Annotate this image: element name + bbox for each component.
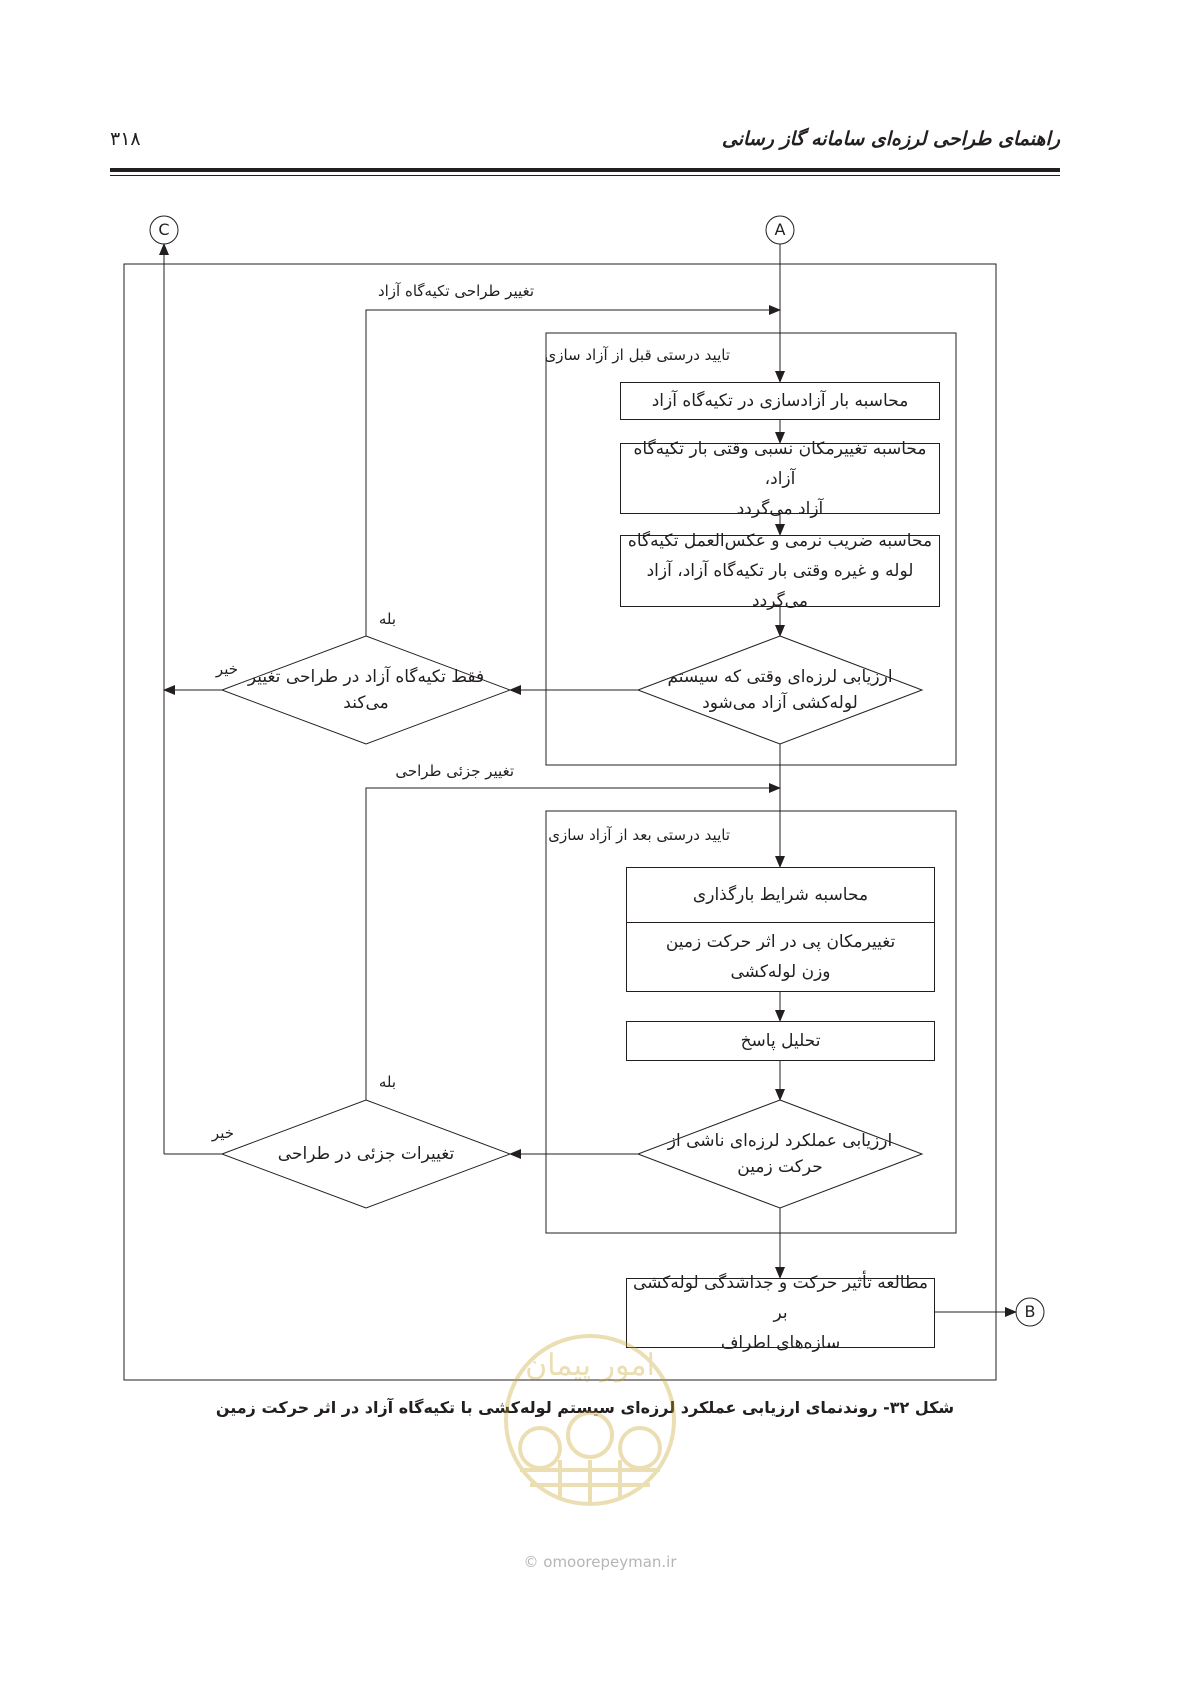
page-number: ۳۱۸ (110, 128, 141, 150)
label-yes-1: بله (378, 610, 396, 628)
label-no-1: خیر (215, 660, 238, 678)
label-no-2: خیر (211, 1124, 234, 1142)
box-calc-stiffness: محاسبه ضریب نرمی و عکس‌العمل تکیه‌گاه لوله و غیره وقتی بار تکیه‌گاه آزاد، آزاد می‌گردد (620, 535, 940, 607)
outer-frame (124, 264, 996, 1380)
figure-caption: شکل ۳۲- روندنمای ارزیابی عملکرد لرزه‌ای سیستم لوله‌کشی با تکیه‌گاه آزاد در اثر حرکت زمین (215, 1398, 955, 1417)
group-after-title: تایید درستی بعد از آزاد سازی (548, 826, 730, 844)
box-calc-relative-displacement: محاسبه تغییرمکان نسبی وقتی بار تکیه‌گاه آزاد، آزاد می‌گردد (620, 443, 940, 514)
connector-a: A (774, 220, 786, 239)
watermark-url (500, 1553, 700, 1571)
watermark-url-text: omoorepeyman.ir (543, 1553, 677, 1571)
box-response-analysis: تحلیل پاسخ (626, 1021, 935, 1061)
decision-seismic-perf-ground: ارزیابی عملکرد لرزه‌ای ناشی از حرکت زمین (667, 1131, 893, 1177)
box-study-effects: مطالعه تأثیر حرکت و جداشدگی لوله‌کشی بر سازه‌های اطراف (626, 1278, 935, 1348)
group-before-title: تایید درستی قبل از آزاد سازی (544, 346, 730, 364)
decision-minor-design-changes: تغییرات جزئی در طراحی (277, 1144, 455, 1164)
connector-b: B (1024, 1302, 1036, 1321)
box-loading-conditions: محاسبه شرایط بارگذاری (626, 867, 935, 922)
watermark-brand: امور پیمان (525, 1348, 655, 1383)
decision-seismic-eval-release: ارزیابی لرزه‌ای وقتی که سیستم لوله‌کشی آزاد می‌شود (667, 667, 893, 713)
box-foundation-displacement: تغییرمکان پی در اثر حرکت زمین وزن لوله‌کشی (626, 922, 935, 992)
watermark-logo (490, 1330, 690, 1510)
copyright-icon: © (523, 1553, 539, 1571)
running-title: راهنمای طراحی لرزه‌ای سامانه گاز رسانی (721, 128, 1060, 150)
box-calc-release-load: محاسبه بار آزادسازی در تکیه‌گاه آزاد (620, 382, 940, 420)
label-minor-design-change: تغییر جزئی طراحی (395, 762, 514, 780)
decision-only-support-changes: فقط تکیه‌گاه آزاد در طراحی تغییر می‌کند (247, 667, 485, 713)
connector-c: C (158, 220, 170, 239)
label-yes-2: بله (378, 1073, 396, 1091)
label-change-support-design: تغییر طراحی تکیه‌گاه آزاد (377, 282, 534, 300)
